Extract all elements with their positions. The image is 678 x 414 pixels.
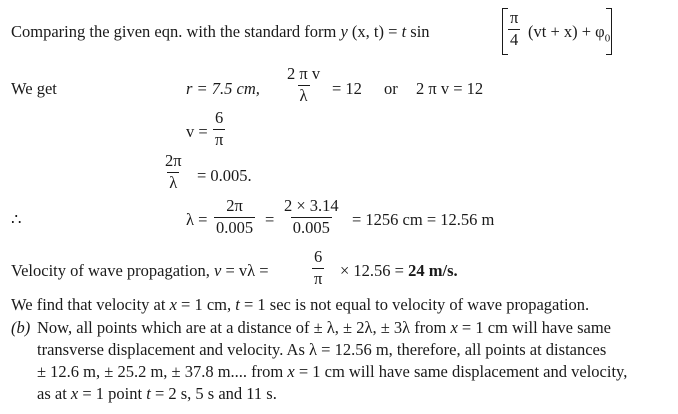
lambda-result: = 1256 cm = 12.56 m xyxy=(352,210,495,229)
part-b-line-1: Now, all points which are at a distance of ± λ, ± 2λ, ± 3λ from x = 1 cm will have same xyxy=(37,318,611,337)
equals-zero-point-005: = 0.005. xyxy=(197,166,252,185)
therefore-symbol: ∴ xyxy=(11,210,22,229)
velocity-of-wave-line: Velocity of wave propagation, v = vλ = xyxy=(11,261,269,280)
two-times-314-fraction: $\frac{2 \times 3.14}{0.005}$ xyxy=(284,196,339,237)
part-b-line-3: ± 12.6 m, ± 25.2 m, ± 37.8 m.... from x = 1 cm will have same displacement and velocity, xyxy=(37,362,628,381)
velocity-result: × 12.56 = 24 m/s. xyxy=(340,261,458,280)
six-over-pi-fraction-2: $\frac{6}{\pi}$ xyxy=(314,247,323,288)
two-pi-v-over-lambda-fraction: $\frac{\text{2 π v}}{\lambda}$ xyxy=(287,64,321,105)
two-pi-over-lambda-fraction: $\frac{2\pi}{\lambda}$ xyxy=(165,151,182,192)
equals-sign: = xyxy=(265,210,275,229)
line-1: Comparing the given eqn. with the standard form y (x, t) = t sin xyxy=(11,22,430,41)
velocity-comparison-paragraph: We find that velocity at x = 1 cm, t = 1 sec is not equal to velocity of wave propagation. xyxy=(11,295,590,314)
two-pi-over-0005-fraction: $\frac{2\pi}{0.005}$ xyxy=(216,196,254,237)
phase-expression: $(vt + x) + \varphi_0$ xyxy=(528,22,611,45)
part-b-label: (b) xyxy=(11,318,31,337)
six-over-pi-fraction: $\frac{6}{\pi}$ xyxy=(215,108,224,149)
lambda-equals: λ = xyxy=(186,210,208,229)
we-get-label: We get xyxy=(11,79,57,98)
part-b-line-4: as at x = 1 point t = 2 s, 5 s and 11 s. xyxy=(37,384,277,403)
right-bracket xyxy=(606,8,612,55)
v-equals: v = xyxy=(186,122,208,141)
or-word: or xyxy=(384,79,398,98)
r-value: r = 7.5 cm, xyxy=(186,79,260,98)
part-b-line-2: transverse displacement and velocity. As λ = 12.56 m, therefore, all points at distances xyxy=(37,340,607,359)
pi-over-four-fraction: $\frac{\pi}{4}$ xyxy=(510,8,519,49)
equals-twelve: = 12 xyxy=(332,79,362,98)
two-pi-v-equation: 2 π v = 12 xyxy=(416,79,484,98)
